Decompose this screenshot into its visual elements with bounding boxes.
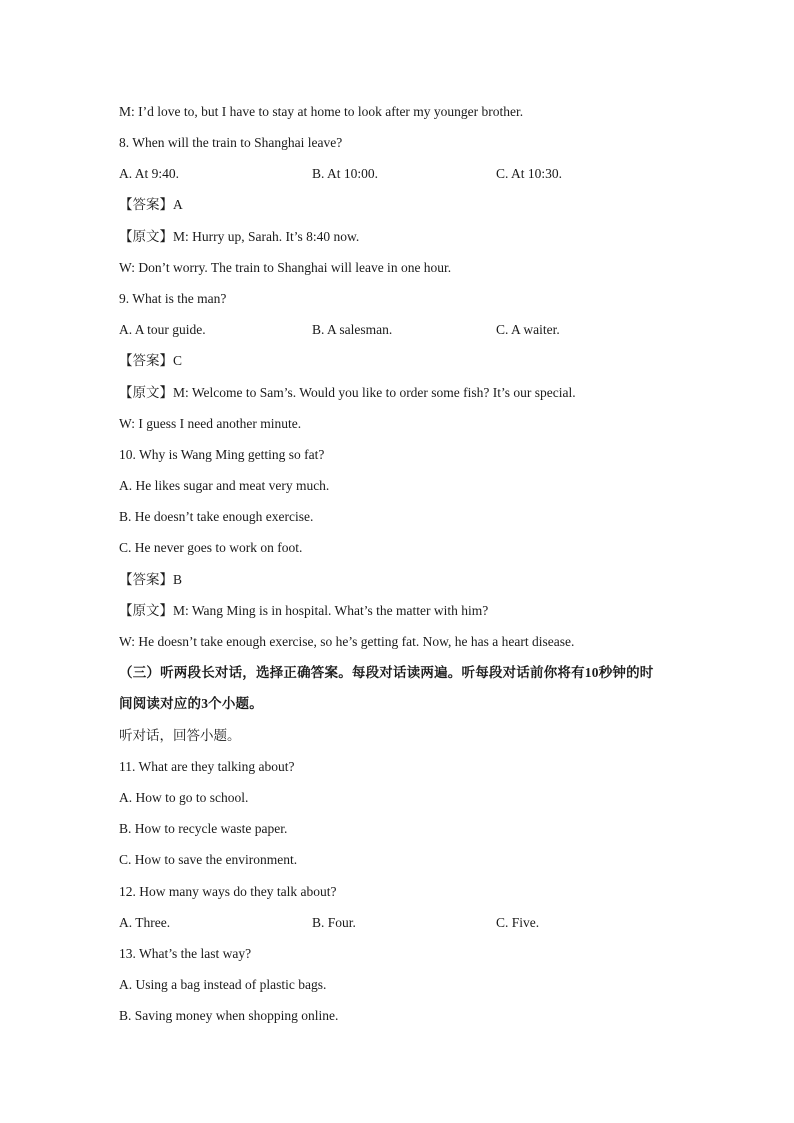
question-12: 12. How many ways do they talk about? xyxy=(119,884,337,899)
dialogue-line: W: I guess I need another minute. xyxy=(119,416,302,431)
q12-option-b: B. Four. xyxy=(312,915,356,930)
q11-option-a: A. How to go to school. xyxy=(119,790,249,805)
q10-option-a: A. He likes sugar and meat very much. xyxy=(119,478,330,493)
q11-option-c: C. How to save the environment. xyxy=(119,852,298,867)
q9-option-b: B. A salesman. xyxy=(312,322,393,337)
question-11: 11. What are they talking about? xyxy=(119,759,295,774)
q8-answer: 【答案】A xyxy=(119,197,183,212)
q12-option-c: C. Five. xyxy=(496,915,540,930)
q10-answer: 【答案】B xyxy=(119,572,183,587)
dialogue-line: M: I’d love to, but I have to stay at home to look after my younger brother. xyxy=(119,104,524,119)
question-13: 13. What’s the last way? xyxy=(119,946,252,961)
listen-instruction: 听对话，回答小题。 xyxy=(119,728,241,743)
q9-option-c: C. A waiter. xyxy=(496,322,560,337)
q9-option-a: A. A tour guide. xyxy=(119,322,206,337)
question-9: 9. What is the man? xyxy=(119,291,227,306)
section-3-instructions-cont: 间阅读对应的3个小题。 xyxy=(119,696,263,711)
q8-option-c: C. At 10:30. xyxy=(496,166,563,181)
q10-option-c: C. He never goes to work on foot. xyxy=(119,540,303,555)
dialogue-line: W: Don’t worry. The train to Shanghai will leave in one hour. xyxy=(119,260,452,275)
q9-original-text: 【原文】M: Welcome to Sam’s. Would you like to order some fish? It’s our special. xyxy=(119,385,576,400)
question-10: 10. Why is Wang Ming getting so fat? xyxy=(119,447,325,462)
dialogue-line: W: He doesn’t take enough exercise, so he’s getting fat. Now, he has a heart disease. xyxy=(119,634,575,649)
q8-option-a: A. At 9:40. xyxy=(119,166,180,181)
q8-option-b: B. At 10:00. xyxy=(312,166,379,181)
q9-answer: 【答案】C xyxy=(119,353,183,368)
q13-option-a: A. Using a bag instead of plastic bags. xyxy=(119,977,327,992)
q12-option-a: A. Three. xyxy=(119,915,171,930)
question-8: 8. When will the train to Shanghai leave? xyxy=(119,135,343,150)
q10-option-b: B. He doesn’t take enough exercise. xyxy=(119,509,314,524)
q8-original-text: 【原文】M: Hurry up, Sarah. It’s 8:40 now. xyxy=(119,229,360,244)
q11-option-b: B. How to recycle waste paper. xyxy=(119,821,288,836)
section-3-instructions: （三）听两段长对话，选择正确答案。每段对话读两遍。听每段对话前你将有10秒钟的时 xyxy=(119,665,654,680)
q13-option-b: B. Saving money when shopping online. xyxy=(119,1008,339,1023)
q10-original-text: 【原文】M: Wang Ming is in hospital. What’s the matter with him? xyxy=(119,603,489,618)
